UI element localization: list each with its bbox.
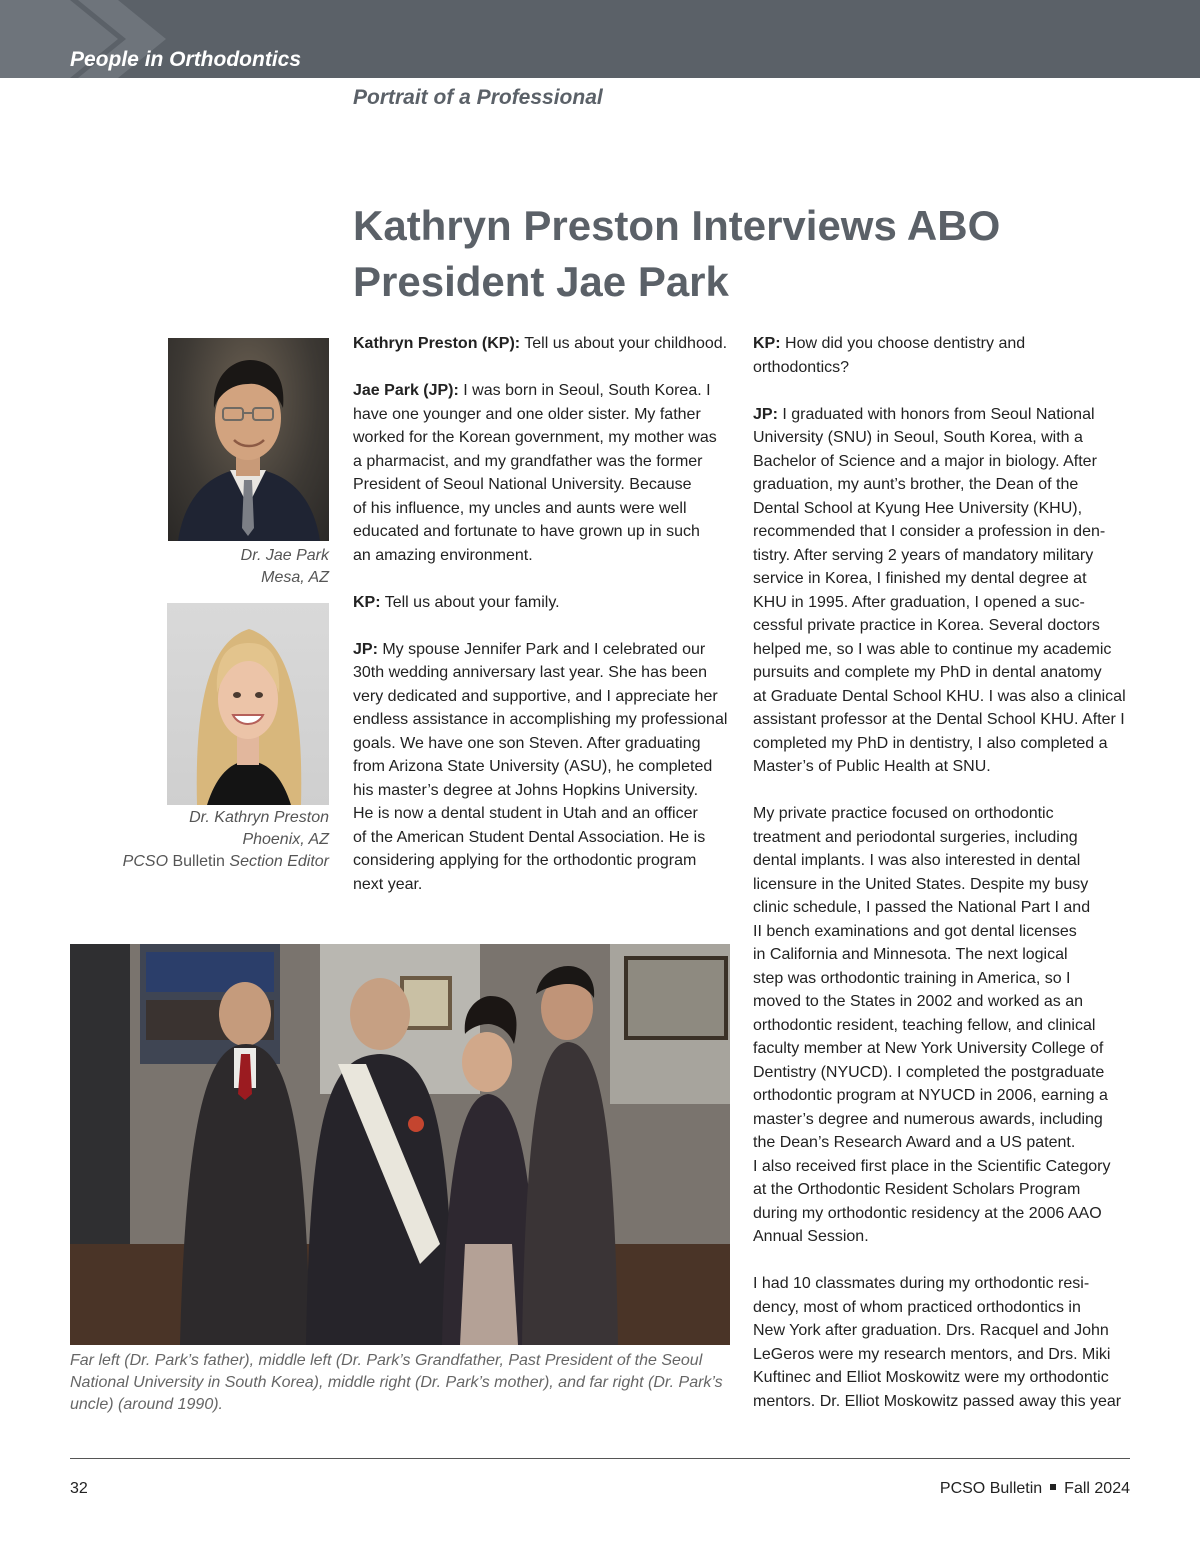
caption-location: Mesa, AZ — [261, 569, 329, 586]
text-line: goals. We have one son Steven. After graduating — [353, 734, 701, 752]
text-line: President of Seoul National University. Because — [353, 476, 692, 493]
portrait-kathryn-preston — [167, 603, 329, 805]
text-line: He is now a dental student in Utah and an officer — [353, 805, 698, 822]
text-line: of the American Student Dental Association. He is — [353, 828, 706, 846]
text-line: mentors. Dr. Elliot Moskowitz passed away this year — [753, 1392, 1122, 1410]
article-column-right — [753, 332, 1133, 1437]
text-line: tistry. After serving 2 years of mandatory military — [753, 546, 1094, 564]
caption-role-title: Section Editor — [229, 853, 329, 870]
text-line: a pharmacist, and my grandfather was the former — [353, 452, 703, 470]
text-line — [753, 403, 1133, 427]
text-line: in California and Minnesota. The next logical — [753, 946, 1068, 963]
caption-line: uncle) (around 1990). — [70, 1396, 223, 1413]
text-line: Master’s of Public Health at SNU. — [753, 758, 991, 775]
text-line: orthodontics? — [753, 358, 850, 376]
text-line: during my orthodontic residency at the 2006 AAO — [753, 1204, 1102, 1222]
text-line: graduation, my aunt’s brother, the Dean of the — [753, 476, 1079, 493]
text-line: recommended that I consider a profession in den- — [753, 523, 1106, 540]
text-line: orthodontic program at NYUCD in 2006, earning a — [753, 1087, 1108, 1104]
text-line: II bench examinations and got dental licenses — [753, 922, 1077, 940]
caption-role-bulletin: Bulletin — [168, 853, 230, 870]
text-line: Annual Session. — [753, 1228, 869, 1245]
headline-line: President Jae Park — [353, 258, 729, 305]
body-paragraph — [753, 1272, 1133, 1413]
text-line: endless assistance in accomplishing my professional — [353, 711, 728, 728]
answer-text: I was born in Seoul, South Korea. I — [458, 382, 711, 399]
text-line: Bachelor of Science and a major in biology. After — [753, 452, 1097, 470]
family-photo-caption — [70, 1350, 730, 1416]
caption-kathryn-preston — [100, 807, 329, 873]
text-line: helped me, so I was able to continue my academic — [753, 640, 1112, 658]
text-line: My private practice focused on orthodontic — [753, 805, 1054, 822]
speaker-label: KP: — [753, 335, 781, 352]
caption-location: Phoenix, AZ — [242, 831, 329, 848]
text-line: worked for the Korean government, my mother was — [353, 429, 717, 446]
text-line: licensure in the United States. Despite my busy — [753, 875, 1089, 893]
speaker-label: Jae Park (JP): — [353, 382, 459, 399]
body-paragraph — [753, 802, 1133, 1249]
text-line: faculty member at New York University College of — [753, 1040, 1104, 1057]
publication-name: PCSO Bulletin — [939, 1480, 1043, 1497]
speaker-label: JP: — [353, 640, 378, 658]
text-line: have one younger and one older sister. My father — [353, 405, 701, 423]
caption-jae-park — [180, 545, 329, 589]
question-paragraph — [353, 591, 733, 615]
question-paragraph — [353, 332, 733, 356]
text-line — [353, 379, 733, 403]
text-line: the Dean’s Research Award and a US patent. — [753, 1134, 1076, 1151]
text-line: dental implants. I was also interested in dental — [753, 852, 1081, 869]
text-line — [353, 332, 733, 356]
footer-publication — [940, 1480, 1130, 1498]
answer-paragraph — [753, 403, 1133, 779]
text-line: at Graduate Dental School KHU. I was also a clinical — [753, 687, 1126, 705]
portrait-jae-park — [168, 338, 329, 541]
article-headline — [353, 198, 1133, 310]
text-line: KHU in 1995. After graduation, I opened a suc- — [753, 593, 1085, 611]
article-column-left — [353, 332, 733, 920]
question-text: Tell us about your family. — [380, 593, 560, 611]
text-line: 30th wedding anniversary last year. She has been — [353, 664, 708, 681]
caption-line: Far left (Dr. Park’s father), middle left (Dr. Park’s Grandfather, Past President of the Seoul — [70, 1352, 703, 1369]
text-line: master’s degree and numerous awards, including — [753, 1110, 1103, 1128]
caption-role-publication: PCSO — [122, 853, 169, 870]
text-line: Dental School at Kyung Hee University (KHU), — [753, 499, 1083, 517]
text-line: of his influence, my uncles and aunts were well — [353, 499, 687, 517]
answer-text: My spouse Jennifer Park and I celebrated our — [377, 640, 706, 658]
text-line: University (SNU) in Seoul, South Korea, with a — [753, 429, 1083, 446]
text-line: dency, most of whom practiced orthodontics in — [753, 1298, 1081, 1316]
question-text: Tell us about your childhood. — [520, 335, 728, 352]
text-line: completed my PhD in dentistry, I also completed a — [753, 734, 1108, 752]
text-line: orthodontic resident, teaching fellow, and clinical — [753, 1016, 1096, 1034]
speaker-label: Kathryn Preston (KP): — [353, 335, 521, 352]
speaker-label: JP: — [753, 405, 778, 423]
section-title: People in Orthodontics — [70, 48, 302, 71]
text-line: considering applying for the orthodontic program — [353, 852, 697, 869]
answer-text: I graduated with honors from Seoul National — [777, 405, 1095, 423]
square-bullet-icon — [1050, 1484, 1056, 1490]
subsection-title: Portrait of a Professional — [353, 86, 603, 109]
speaker-label: KP: — [353, 593, 381, 611]
question-paragraph — [753, 332, 1133, 379]
text-line: treatment and periodontal surgeries, including — [753, 828, 1078, 846]
page-number: 32 — [70, 1480, 88, 1497]
text-line: Dentistry (NYUCD). I completed the postgraduate — [753, 1063, 1105, 1081]
text-line: Kuftinec and Elliot Moskowitz were my orthodontic — [753, 1369, 1109, 1386]
answer-paragraph — [353, 379, 733, 567]
text-line — [353, 591, 733, 615]
text-line: from Arizona State University (ASU), he completed — [353, 758, 713, 775]
text-line: his master’s degree at Johns Hopkins University. — [353, 781, 699, 799]
answer-paragraph — [353, 638, 733, 897]
text-line: an amazing environment. — [353, 546, 533, 564]
text-line: at the Orthodontic Resident Scholars Program — [753, 1181, 1081, 1198]
text-line: pursuits and complete my PhD in dental anatomy — [753, 664, 1102, 681]
text-line: assistant professor at the Dental School KHU. After I — [753, 711, 1125, 728]
text-line: very dedicated and supportive, and I appreciate her — [353, 687, 718, 705]
text-line — [753, 332, 1133, 356]
text-line: step was orthodontic training in America, so I — [753, 969, 1071, 987]
text-line — [353, 638, 733, 662]
caption-name: Dr. Jae Park — [240, 547, 329, 564]
question-text: How did you choose dentistry and — [780, 335, 1026, 352]
text-line: I also received first place in the Scientific Category — [753, 1157, 1111, 1175]
footer-rule — [70, 1458, 1130, 1459]
caption-role — [100, 851, 329, 873]
text-line: next year. — [353, 875, 423, 893]
text-line: educated and fortunate to have grown up in such — [353, 523, 700, 540]
headline-line: Kathryn Preston Interviews ABO — [353, 202, 1001, 249]
text-line: I had 10 classmates during my orthodontic resi- — [753, 1275, 1090, 1292]
text-line: moved to the States in 2002 and worked as an — [753, 993, 1083, 1010]
text-line: New York after graduation. Drs. Racquel and John — [753, 1322, 1109, 1339]
caption-line: National University in South Korea), middle right (Dr. Park’s mother), and far right (Dr. Park’s — [70, 1374, 723, 1391]
family-photo — [70, 944, 730, 1345]
text-line: clinic schedule, I passed the National Part I and — [753, 899, 1091, 916]
caption-name: Dr. Kathryn Preston — [189, 809, 329, 826]
text-line: LeGeros were my research mentors, and Drs. Miki — [753, 1345, 1111, 1363]
text-line: service in Korea, I finished my dental degree at — [753, 570, 1087, 587]
text-line: cessful private practice in Korea. Several doctors — [753, 617, 1100, 634]
issue-label: Fall 2024 — [1064, 1480, 1130, 1497]
